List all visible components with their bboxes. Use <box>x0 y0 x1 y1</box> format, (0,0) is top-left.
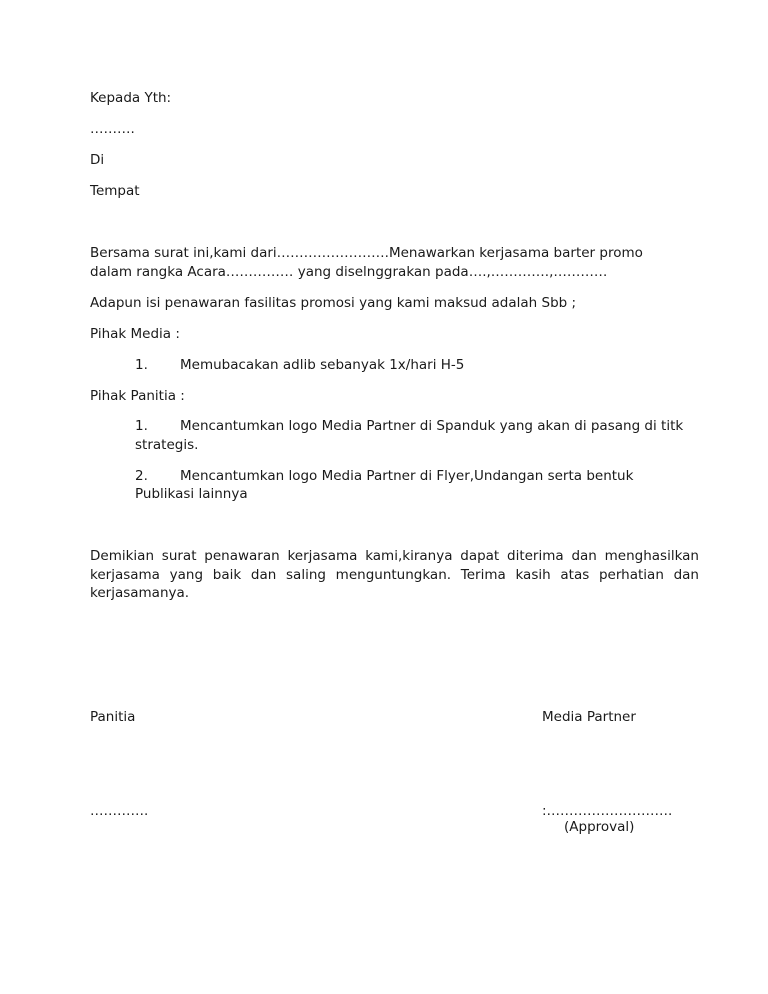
media-side-heading: Pihak Media : <box>90 326 180 342</box>
recipient-name: ………. <box>90 121 135 137</box>
intro-line-2: dalam rangka Acara…………… yang diselnggrakan pada….,………….,………… <box>90 264 608 280</box>
recipient-di: Di <box>90 152 105 168</box>
signature-left-title: Panitia <box>90 709 136 725</box>
salutation: Kepada Yth: <box>90 90 172 106</box>
recipient-place: Tempat <box>90 183 140 199</box>
committee-item-text: Mencantumkan logo Media Partner di Spanduk yang akan di pasang di titk <box>180 418 684 434</box>
committee-side-heading: Pihak Panitia : <box>90 388 185 404</box>
signature-right-line: :………………………. <box>542 803 673 819</box>
committee-item-text: Mencantumkan logo Media Partner di Flyer,Undangan serta bentuk <box>180 468 634 484</box>
committee-item-number: 2. <box>135 468 148 484</box>
signature-right-title: Media Partner <box>542 709 636 725</box>
closing-paragraph: Demikian surat penawaran kerjasama kami,kiranya dapat diterima dan menghasilkan kerjasama yang baik dan saling menguntungkan. Terima kasih atas perhatian dan kerjasamanya. <box>90 548 699 601</box>
media-item-number: 1. <box>135 357 148 373</box>
committee-item-continuation: Publikasi lainnya <box>135 486 248 502</box>
media-item-text: Memubacakan adlib sebanyak 1x/hari H-5 <box>180 357 465 373</box>
committee-item-number: 1. <box>135 418 148 434</box>
intro-line-1: Bersama surat ini,kami dari…………………….Menawarkan kerjasama barter promo <box>90 245 643 261</box>
signature-left-line: …………. <box>90 803 149 819</box>
offer-intro: Adapun isi penawaran fasilitas promosi yang kami maksud adalah Sbb ; <box>90 295 577 311</box>
approval-note: (Approval) <box>564 819 635 835</box>
committee-item-continuation: strategis. <box>135 437 199 453</box>
